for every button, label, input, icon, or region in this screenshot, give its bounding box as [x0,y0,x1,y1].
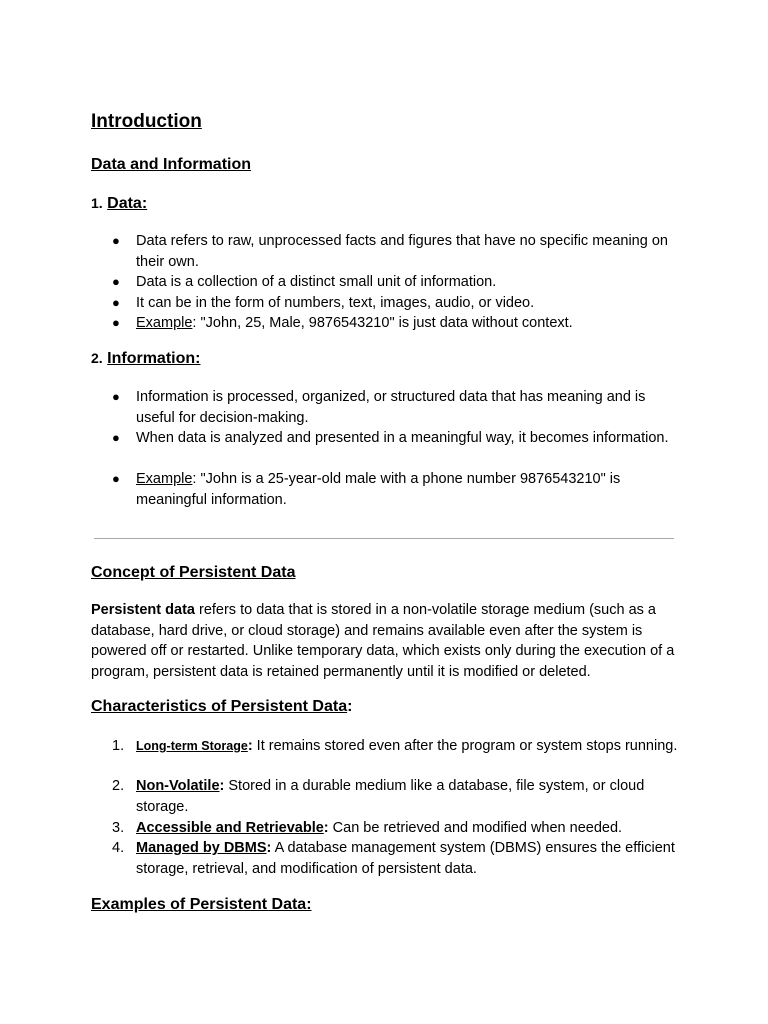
list-item [136,838,681,879]
bullet-icon: ● [112,274,120,289]
item-text: Can be retrieved and modified when needed. [328,820,623,836]
heading-characteristics-colon: : [347,698,353,715]
example-text: : "John, 25, Male, 9876543210" is just data without context. [192,315,573,331]
list-item [136,776,681,817]
list-number: 1. [112,738,125,754]
item-colon: : [219,778,225,794]
list-item [136,469,681,510]
list-item [136,818,681,839]
item-text: It remains stored even after the program or system stops running. [252,738,678,754]
item-colon: : [323,820,329,836]
item-text: Stored in a durable medium like a database, file system, or cloud storage. [136,778,645,815]
bullet-icon: ● [112,471,120,486]
bullet-icon: ● [112,315,120,330]
bullet-icon: ● [112,430,120,445]
list-item: Data refers to raw, unprocessed facts and figures that have no specific meaning on their own. [136,233,668,270]
bullet-icon: ● [112,295,120,310]
list-item [136,313,681,334]
list-item: When data is analyzed and presented in a meaningful way, it becomes information. [136,430,669,446]
item-title: Long-term Storage [136,739,248,753]
persistent-data-term: Persistent data [91,602,195,618]
persistent-data-paragraph [91,600,681,682]
item-title: Accessible and Retrievable [136,820,324,836]
bullet-icon: ● [112,389,120,404]
item-colon: : [247,738,253,754]
bullet-icon: ● [112,233,120,248]
heading-introduction: Introduction [91,111,202,132]
heading-characteristics [91,698,352,716]
item-text: A database management system (DBMS) ensures the efficient storage, retrieval, and modification of persistent data. [136,840,675,877]
heading-information [91,350,200,368]
heading-examples-persistent-data: Examples of Persistent Data: [91,896,312,913]
list-item: Information is processed, organized, or structured data that has meaning and is useful for decision-making. [136,389,646,426]
heading-information-title: Information: [107,350,201,367]
list-number: 3. [112,820,125,836]
heading-concept-persistent-data: Concept of Persistent Data [91,564,296,581]
heading-data [91,195,147,213]
example-text: : "John is a 25-year-old male with a phone number 9876543210" is meaningful information. [136,471,621,508]
list-item: Data is a collection of a distinct small unit of information. [136,274,497,290]
item-title: Non-Volatile [136,778,220,794]
heading-characteristics-title: Characteristics of Persistent Data [91,698,348,715]
list-item: It can be in the form of numbers, text, images, audio, or video. [136,295,535,311]
heading-information-number: 2. [91,350,103,366]
list-item [136,736,681,757]
item-title: Managed by DBMS [136,840,267,856]
example-label: Example [136,471,193,487]
horizontal-divider [94,538,674,539]
heading-data-number: 1. [91,195,103,211]
persistent-data-definition: refers to data that is stored in a non-volatile storage medium (such as a database, hard drive, or cloud storage) and remains available even after the system is powered off or restarted. Unlike temporary data, which exists only during the execution of a program, persistent data is retained permanently until it is modified or deleted. [91,602,675,680]
example-label: Example [136,315,193,331]
heading-data-and-information: Data and Information [91,156,252,173]
heading-data-title: Data: [107,195,148,212]
list-number: 4. [112,840,125,856]
list-number: 2. [112,778,125,794]
item-colon: : [266,840,272,856]
